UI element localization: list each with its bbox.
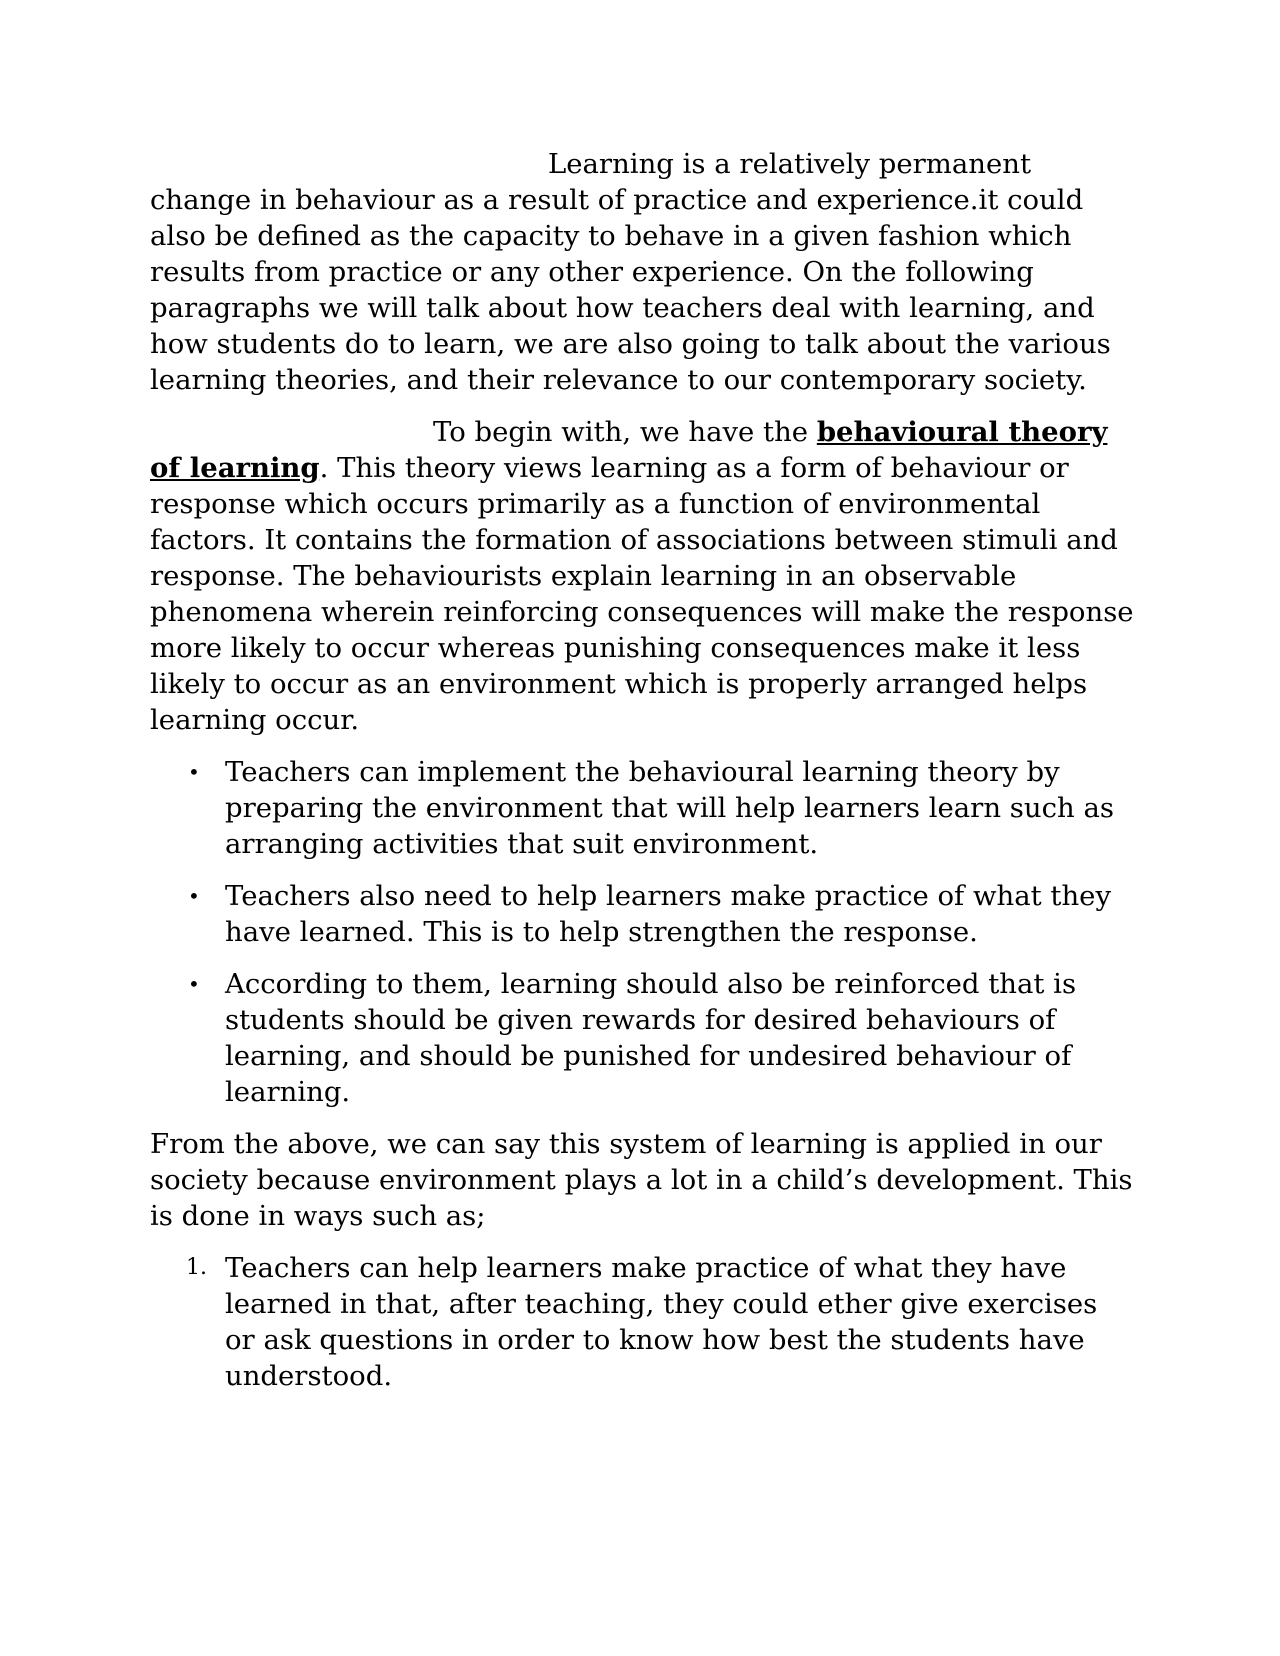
bullet-marker: • [188, 760, 200, 784]
conclusion-paragraph: From the above, we can say this system of learning is applied in our society because environment plays a lot in a child’s development. This is done in ways such as; [150, 1128, 1133, 1232]
numbered-list-item [150, 1250, 1135, 1394]
bullet-marker: • [188, 884, 200, 908]
behavioural-theory-paragraph [150, 414, 1135, 738]
teacher-implications-list [150, 754, 1135, 1110]
list-item-text: Teachers can implement the behavioural learning theory by preparing the environment that will help learners learn such as arranging activities that suit environment. [225, 756, 1114, 860]
behavioural-paragraph-body: . This theory views learning as a form of behaviour or response which occurs primarily as a function of environmental factors. It contains the formation of associations between stimuli and response. The behaviourists explain learning in an observable phenomena wherein reinforcing consequences will make the response more likely to occur whereas punishing consequences make it less likely to occur as an environment which is properly arranged helps learning occur. [150, 452, 1134, 736]
list-item-text: Teachers also need to help learners make practice of what they have learned. This is to help strengthen the response. [225, 880, 1111, 948]
numbered-item-text: Teachers can help learners make practice of what they have learned in that, after teaching, they could ether give exercises or ask questions in order to know how best the students have understood. [225, 1252, 1098, 1392]
behavioural-paragraph-lead: To begin with, we have the [433, 416, 817, 448]
list-item [150, 754, 1135, 862]
behavioural-theory-term: behavioural theory of learning [150, 416, 1108, 484]
list-number: 1. [186, 1255, 207, 1280]
bullet-marker: • [188, 972, 200, 996]
list-item-text: According to them, learning should also be reinforced that is students should be given rewards for desired behaviours of learning, and should be punished for undesired behaviour of learning. [225, 968, 1077, 1108]
list-item [150, 878, 1135, 950]
document-body [150, 146, 1135, 1394]
application-numbered-list [150, 1250, 1135, 1394]
intro-paragraph: Learning is a relatively permanent change in behaviour as a result of practice and experience.it could also be defined as the capacity to behave in a given fashion which results from practice or any other experience. On the following paragraphs we will talk about how teachers deal with learning, and how students do to learn, we are also going to talk about the various learning theories, and their relevance to our contemporary society. [150, 148, 1111, 396]
list-item [150, 966, 1135, 1110]
